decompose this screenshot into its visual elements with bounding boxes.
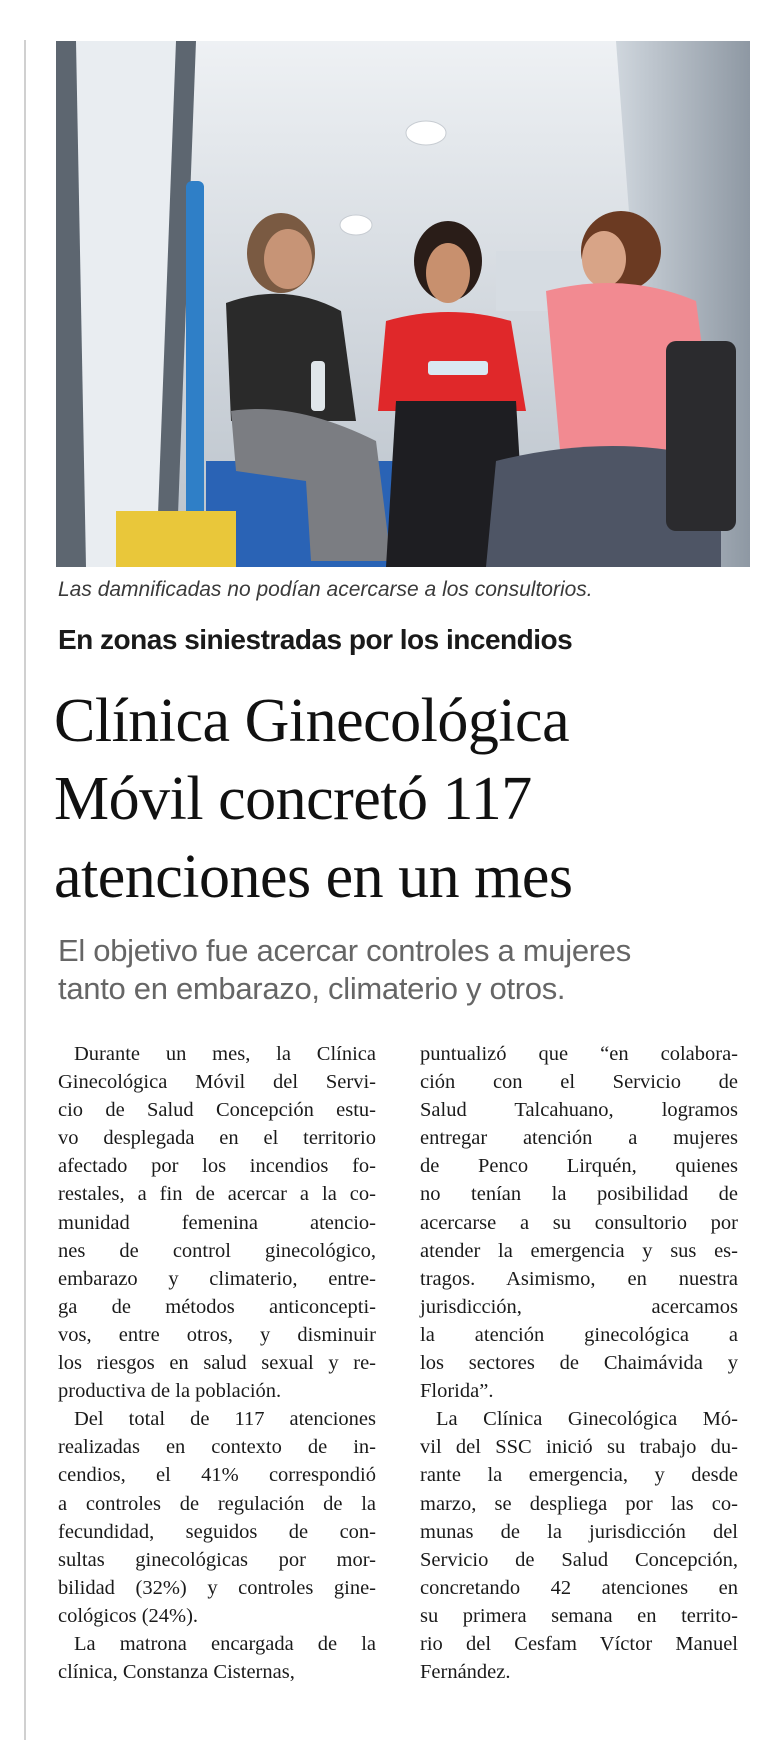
body-line: restales, a fin de acercar a la co- [58, 1183, 376, 1206]
body-line: Fernández. [420, 1661, 511, 1684]
article-photo [56, 41, 750, 567]
body-line: concretando 42 atenciones en [420, 1576, 738, 1599]
body-line: atender la emergencia y sus es- [420, 1239, 738, 1262]
article-kicker: En zonas siniestradas por los incendios [58, 624, 573, 655]
body-line: bilidad (32%) y controles gine- [58, 1576, 376, 1599]
body-line: su primera semana en territo- [420, 1604, 738, 1627]
headline-line: Clínica Ginecológica [54, 687, 570, 755]
body-line: Servicio de Salud Concepción, [420, 1548, 738, 1571]
body-line: a controles de regulación de la [58, 1492, 376, 1515]
body-line: de Penco Lirquén, quienes [420, 1155, 738, 1178]
body-line: Salud Talcahuano, logramos [420, 1099, 738, 1122]
headline-line: Móvil concretó 117 [54, 765, 532, 833]
body-line: ción con el Servicio de [420, 1071, 738, 1094]
photo-caption: Las damnificadas no podían acercarse a los consultorios. [58, 578, 593, 601]
article-deck [58, 932, 758, 1008]
body-line: rio del Cesfam Víctor Manuel [420, 1632, 738, 1655]
body-line: vo desplegada en el territorio [58, 1127, 376, 1150]
page-margin-rule [24, 40, 26, 1740]
body-line: vil del SSC inició su trabajo du- [420, 1436, 738, 1459]
body-line: vos, entre otros, y disminuir [58, 1323, 376, 1346]
body-line: sultas ginecológicas por mor- [58, 1548, 376, 1571]
body-line: realizadas en contexto de in- [58, 1436, 376, 1459]
body-line: no tenían la posibilidad de [420, 1183, 738, 1206]
body-line: los sectores de Chaimávida y [420, 1352, 738, 1375]
body-line: cendios, el 41% correspondió [58, 1464, 376, 1487]
body-line: Ginecológica Móvil del Servi- [58, 1071, 376, 1094]
body-column-2 [420, 1040, 738, 1686]
body-column-1 [58, 1040, 376, 1686]
body-line: los riesgos en salud sexual y re- [58, 1352, 376, 1375]
body-line: cológicos (24%). [58, 1604, 199, 1627]
body-line: munidad femenina atencio- [58, 1211, 376, 1234]
body-line: Florida”. [420, 1380, 494, 1403]
body-line: munas de la jurisdicción del [420, 1520, 738, 1543]
body-line: rante la emergencia, y desde [420, 1464, 738, 1487]
article-headline [54, 682, 758, 916]
body-line: puntualizó que “en colabora- [420, 1043, 738, 1065]
deck-line: tanto en embarazo, climaterio y otros. [58, 971, 566, 1006]
body-line: entregar atención a mujeres [420, 1127, 738, 1150]
body-line: clínica, Constanza Cisternas, [58, 1661, 295, 1684]
body-line: embarazo y climaterio, entre- [58, 1267, 376, 1290]
headline-line: atenciones en un mes [54, 843, 573, 911]
body-line: marzo, se despliega por las co- [420, 1492, 738, 1515]
body-line: La matrona encargada de la [74, 1632, 376, 1655]
body-line: cio de Salud Concepción estu- [58, 1099, 376, 1122]
body-line: acercarse a su consultorio por [420, 1211, 738, 1234]
body-line: la atención ginecológica a [420, 1323, 738, 1346]
body-line: Durante un mes, la Clínica [74, 1043, 376, 1065]
body-line: La Clínica Ginecológica Mó- [436, 1408, 738, 1431]
body-line: productiva de la población. [58, 1380, 282, 1403]
body-line: fecundidad, seguidos de con- [58, 1520, 376, 1543]
body-line: ga de métodos anticoncepti- [58, 1295, 376, 1318]
body-line: Del total de 117 atenciones [74, 1408, 376, 1431]
body-line: jurisdicción, acercamos [420, 1295, 738, 1318]
body-line: nes de control ginecológico, [58, 1239, 376, 1262]
deck-line: El objetivo fue acercar controles a mujeres [58, 933, 631, 968]
body-line: tragos. Asimismo, en nuestra [420, 1267, 738, 1290]
body-line: afectado por los incendios fo- [58, 1155, 376, 1178]
